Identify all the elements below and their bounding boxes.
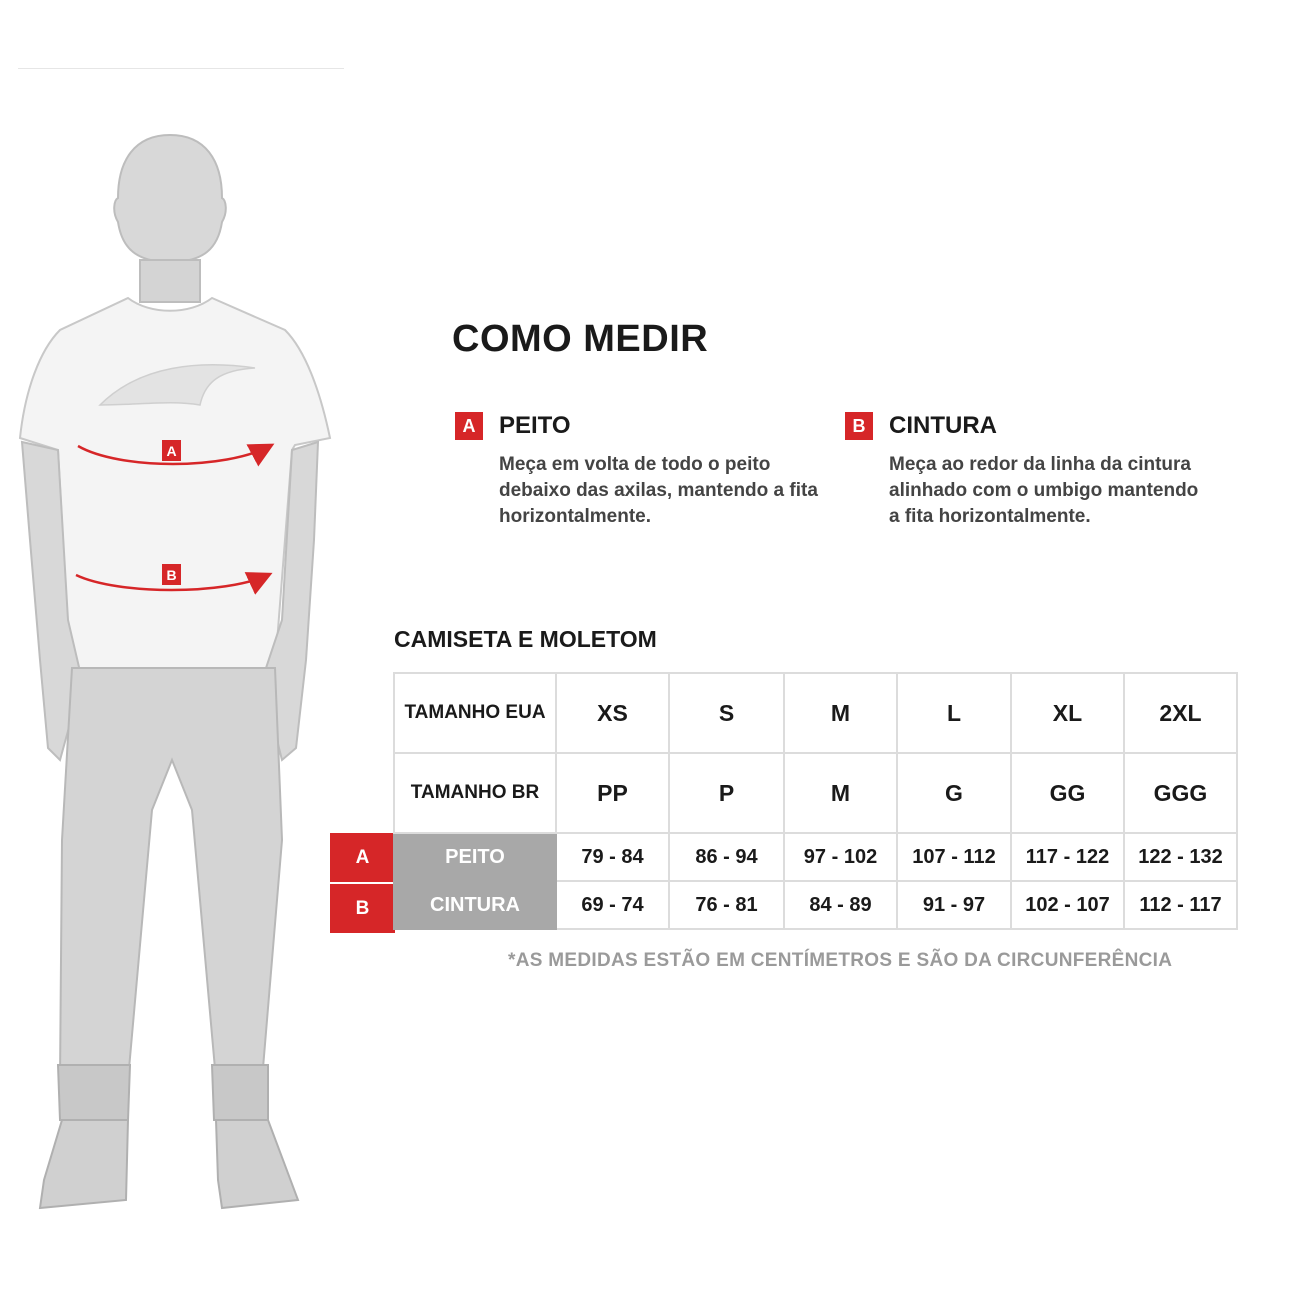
table-cell: PP xyxy=(556,753,669,833)
svg-text:A: A xyxy=(166,443,177,459)
waist-row-label: CINTURA xyxy=(394,881,556,929)
table-cell: 84 - 89 xyxy=(784,881,897,929)
chest-row-label: PEITO xyxy=(394,833,556,881)
us-size-label: TAMANHO EUA xyxy=(394,673,556,753)
row-badge-chest: A xyxy=(330,833,395,882)
table-cell: 2XL xyxy=(1124,673,1237,753)
waist-label: CINTURA xyxy=(889,412,997,439)
table-cell: L xyxy=(897,673,1011,753)
chest-badge: A xyxy=(455,412,483,440)
chest-marker-badge xyxy=(162,440,181,461)
row-badge-waist: B xyxy=(330,882,395,933)
chest-label: PEITO xyxy=(499,412,571,439)
page-title: COMO MEDIR xyxy=(452,318,709,360)
table-cell: M xyxy=(784,753,897,833)
table-cell: XL xyxy=(1011,673,1124,753)
waist-badge: B xyxy=(845,412,873,440)
table-row-chest xyxy=(394,833,1237,881)
br-size-label: TAMANHO BR xyxy=(394,753,556,833)
table-cell: 76 - 81 xyxy=(669,881,784,929)
instruction-waist xyxy=(845,412,1205,530)
table-cell: 97 - 102 xyxy=(784,833,897,881)
svg-text:B: B xyxy=(166,567,177,583)
table-cell: 107 - 112 xyxy=(897,833,1011,881)
body-measurement-figure xyxy=(0,120,340,1230)
shoes-shape xyxy=(40,1120,298,1208)
top-divider xyxy=(18,68,344,69)
table-row-us-sizes xyxy=(394,673,1237,753)
waist-marker-badge xyxy=(162,564,181,585)
pants-shape xyxy=(58,668,282,1120)
table-cell: 112 - 117 xyxy=(1124,881,1237,929)
table-cell: M xyxy=(784,673,897,753)
section-title: CAMISETA E MOLETOM xyxy=(394,626,657,652)
waist-description: Meça ao redor da linha da cintura alinhado com o umbigo mantendo a fita horizontalmente. xyxy=(889,454,1199,527)
table-row-br-sizes xyxy=(394,753,1237,833)
table-cell: 69 - 74 xyxy=(556,881,669,929)
table-cell: S xyxy=(669,673,784,753)
table-cell: G xyxy=(897,753,1011,833)
size-table xyxy=(393,672,1238,930)
chest-description: Meça em volta de todo o peito debaixo das axilas, mantendo a fita horizontalmente. xyxy=(499,454,818,527)
footnote: *AS MEDIDAS ESTÃO EM CENTÍMETROS E SÃO DA CIRCUNFERÊNCIA xyxy=(508,950,1173,971)
head-shape xyxy=(114,135,226,302)
table-cell: 102 - 107 xyxy=(1011,881,1124,929)
table-cell: 91 - 97 xyxy=(897,881,1011,929)
table-cell: GG xyxy=(1011,753,1124,833)
table-cell: P xyxy=(669,753,784,833)
table-cell: XS xyxy=(556,673,669,753)
table-cell: 122 - 132 xyxy=(1124,833,1237,881)
table-cell: GGG xyxy=(1124,753,1237,833)
table-cell: 79 - 84 xyxy=(556,833,669,881)
table-cell: 86 - 94 xyxy=(669,833,784,881)
table-cell: 117 - 122 xyxy=(1011,833,1124,881)
table-row-waist xyxy=(394,881,1237,929)
instruction-chest xyxy=(455,412,818,530)
